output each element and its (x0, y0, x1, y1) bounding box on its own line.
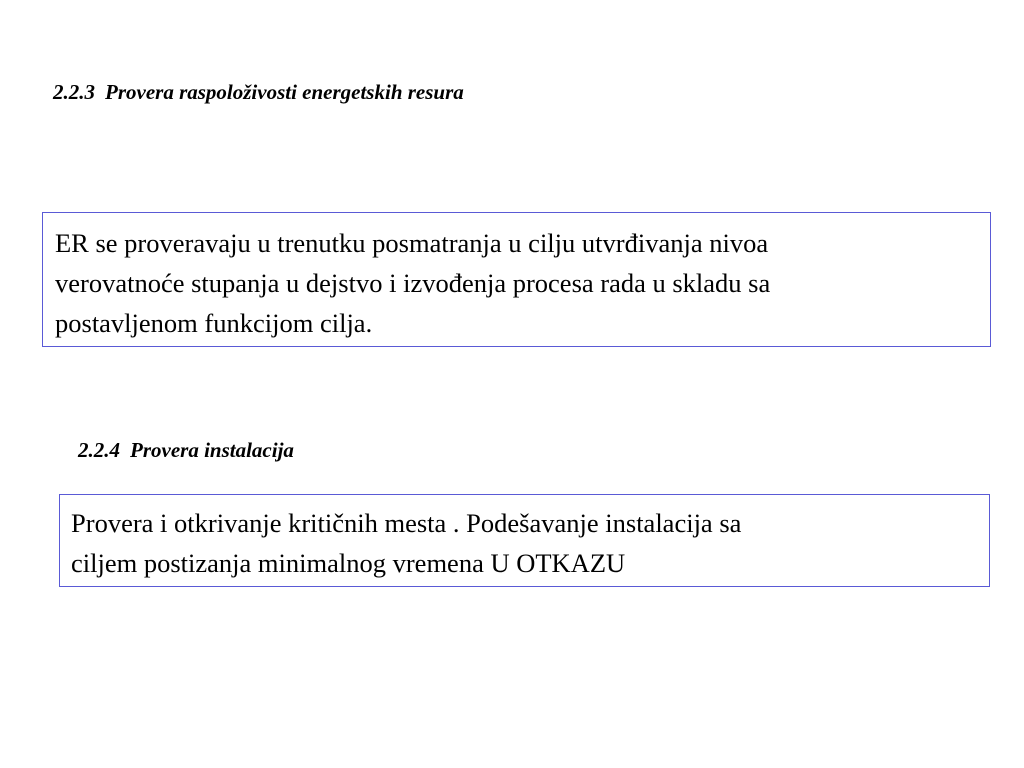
text-line: Provera i otkrivanje kritičnih mesta . Podešavanje instalacija sa (71, 508, 742, 538)
text-line: verovatnoće stupanja u dejstvo i izvođenja procesa rada u skladu sa (55, 268, 771, 298)
section-number: 2.2.4 (78, 438, 120, 462)
section-number: 2.2.3 (53, 80, 95, 104)
section-heading-2-2-4 (78, 438, 294, 462)
section-text-box-2-2-4 (59, 494, 990, 587)
section-title: Provera raspoloživosti energetskih resura (105, 80, 464, 104)
text-line: ER se proveravaju u trenutku posmatranja u cilju utvrđivanja nivoa (55, 228, 769, 258)
section-title: Provera instalacija (130, 438, 294, 462)
text-line: ciljem postizanja minimalnog vremena U OTKAZU (71, 548, 626, 578)
section-text-box-2-2-3 (42, 212, 991, 347)
section-heading-2-2-3 (53, 80, 464, 104)
text-line: postavljenom funkcijom cilja. (55, 308, 373, 338)
